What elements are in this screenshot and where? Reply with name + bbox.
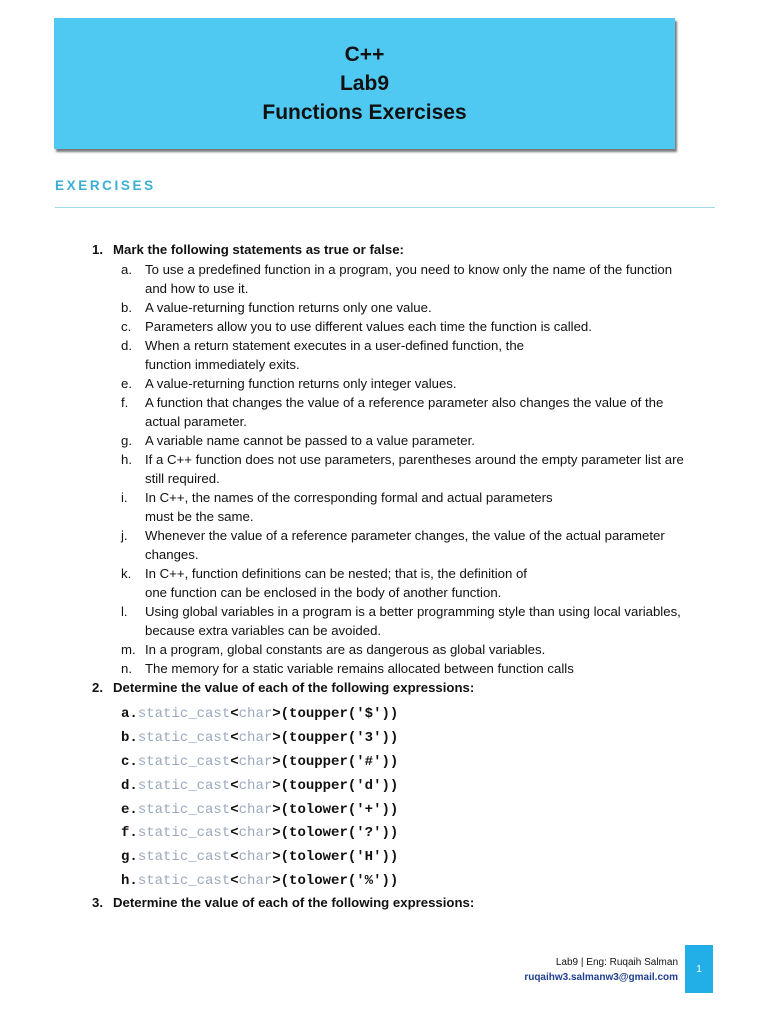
question-number: 3.: [92, 895, 103, 910]
item-text: Parameters allow you to use different values each time the function is called.: [145, 319, 592, 334]
list-item: [121, 317, 721, 336]
title-topic: Functions Exercises: [262, 101, 467, 124]
list-item: [121, 602, 721, 640]
expression-item: [121, 750, 398, 774]
expr-letter: h.: [121, 873, 138, 890]
expr-letter: f.: [121, 825, 138, 842]
expr-call: >(toupper('$')): [272, 705, 399, 722]
expr-cast-keyword: static_cast: [137, 849, 231, 866]
expr-letter: a.: [121, 705, 138, 722]
question-3: [92, 893, 474, 912]
item-letter: n.: [121, 661, 132, 676]
item-text: In C++, function definitions can be nested; that is, the definition of one function can be enclosed in the body of another function.: [145, 566, 527, 600]
expression-item: [121, 702, 398, 726]
question-text: Determine the value of each of the following expressions:: [113, 895, 475, 910]
list-item: [121, 393, 721, 431]
expression-item: [121, 726, 398, 750]
expr-cast-keyword: static_cast: [137, 753, 231, 770]
expr-call: >(toupper('3')): [272, 729, 399, 746]
list-item: [121, 431, 721, 450]
expr-type-keyword: char: [238, 801, 273, 818]
expr-call: >(tolower('+')): [272, 801, 399, 818]
page-number: 1: [685, 945, 713, 993]
expr-call: >(tolower('H')): [272, 849, 399, 866]
expr-open-bracket: <: [230, 801, 239, 818]
expr-open-bracket: <: [230, 825, 239, 842]
expression-list: [121, 702, 398, 893]
list-item: [121, 450, 721, 488]
item-text: A value-returning function returns only one value.: [145, 300, 432, 315]
item-letter: d.: [121, 338, 132, 353]
expression-item: [121, 845, 398, 869]
question-text: Mark the following statements as true or false:: [113, 242, 404, 257]
expr-type-keyword: char: [238, 705, 273, 722]
expr-call: >(toupper('d')): [272, 777, 399, 794]
list-item: [121, 260, 721, 298]
item-letter: m.: [121, 642, 136, 657]
expression-item: [121, 869, 398, 893]
item-text: To use a predefined function in a program, you need to know only the name of the function and how to use it.: [145, 262, 673, 296]
expr-open-bracket: <: [230, 729, 239, 746]
item-letter: k.: [121, 566, 132, 581]
item-letter: j.: [121, 528, 128, 543]
expr-open-bracket: <: [230, 705, 239, 722]
item-text: If a C++ function does not use parameters, parentheses around the empty parameter list are still required.: [145, 452, 684, 486]
item-text: Whenever the value of a reference parameter changes, the value of the actual parameter changes.: [145, 528, 665, 562]
expr-cast-keyword: static_cast: [137, 777, 231, 794]
title-banner: [54, 18, 675, 149]
expr-type-keyword: char: [238, 849, 273, 866]
expr-type-keyword: char: [238, 873, 273, 890]
item-letter: i.: [121, 490, 128, 505]
item-letter: l.: [121, 604, 128, 619]
true-false-list: [121, 260, 721, 678]
expr-letter: g.: [121, 849, 138, 866]
title-lab: Lab9: [339, 72, 389, 95]
page-footer: [524, 955, 678, 985]
expr-call: >(tolower('%')): [272, 873, 399, 890]
question-1: [92, 240, 404, 259]
footer-email: ruqaihw3.salmanw3@gmail.com: [524, 972, 678, 983]
expr-type-keyword: char: [238, 825, 273, 842]
item-letter: a.: [121, 262, 132, 277]
expr-letter: d.: [121, 777, 138, 794]
list-item: [121, 374, 721, 393]
expr-cast-keyword: static_cast: [137, 825, 231, 842]
item-letter: e.: [121, 376, 132, 391]
item-text: A value-returning function returns only integer values.: [145, 376, 457, 391]
expression-item: [121, 798, 398, 822]
expr-letter: e.: [121, 801, 138, 818]
expression-item: [121, 774, 398, 798]
expr-cast-keyword: static_cast: [137, 705, 231, 722]
item-text: Using global variables in a program is a better programming style than using local variables, because extra variables can be avoided.: [145, 604, 681, 638]
list-item: [121, 564, 721, 602]
expr-open-bracket: <: [230, 777, 239, 794]
expr-letter: c.: [121, 753, 138, 770]
list-item: [121, 488, 721, 526]
item-text: In a program, global constants are as dangerous as global variables.: [145, 642, 546, 657]
footer-author: Lab9 | Eng: Ruqaih Salman: [555, 957, 678, 968]
section-divider: [55, 207, 715, 208]
question-number: 1.: [92, 242, 103, 257]
item-text: The memory for a static variable remains allocated between function calls: [145, 661, 574, 676]
title-language: C++: [344, 43, 385, 66]
list-item: [121, 526, 721, 564]
section-heading: EXERCISES: [55, 178, 156, 193]
item-letter: f.: [121, 395, 129, 410]
item-letter: g.: [121, 433, 132, 448]
expr-type-keyword: char: [238, 777, 273, 794]
expr-open-bracket: <: [230, 753, 239, 770]
expr-call: >(tolower('?')): [272, 825, 399, 842]
expr-type-keyword: char: [238, 753, 273, 770]
expr-open-bracket: <: [230, 849, 239, 866]
expr-call: >(toupper('#')): [272, 753, 399, 770]
item-letter: c.: [121, 319, 132, 334]
question-2: [92, 678, 474, 697]
item-text: A function that changes the value of a reference parameter also changes the value of the actual parameter.: [145, 395, 664, 429]
list-item: [121, 659, 721, 678]
item-text: In C++, the names of the corresponding formal and actual parameters must be the same.: [145, 490, 553, 524]
item-letter: b.: [121, 300, 132, 315]
question-number: 2.: [92, 680, 103, 695]
item-text: When a return statement executes in a user-defined function, the function immediately exits.: [145, 338, 524, 372]
expr-letter: b.: [121, 729, 138, 746]
expr-cast-keyword: static_cast: [137, 873, 231, 890]
list-item: [121, 298, 721, 317]
list-item: [121, 336, 721, 374]
expr-type-keyword: char: [238, 729, 273, 746]
item-letter: h.: [121, 452, 132, 467]
item-text: A variable name cannot be passed to a value parameter.: [145, 433, 475, 448]
expression-item: [121, 821, 398, 845]
expr-cast-keyword: static_cast: [137, 801, 231, 818]
question-text: Determine the value of each of the following expressions:: [113, 680, 475, 695]
expr-cast-keyword: static_cast: [137, 729, 231, 746]
expr-open-bracket: <: [230, 873, 239, 890]
list-item: [121, 640, 721, 659]
